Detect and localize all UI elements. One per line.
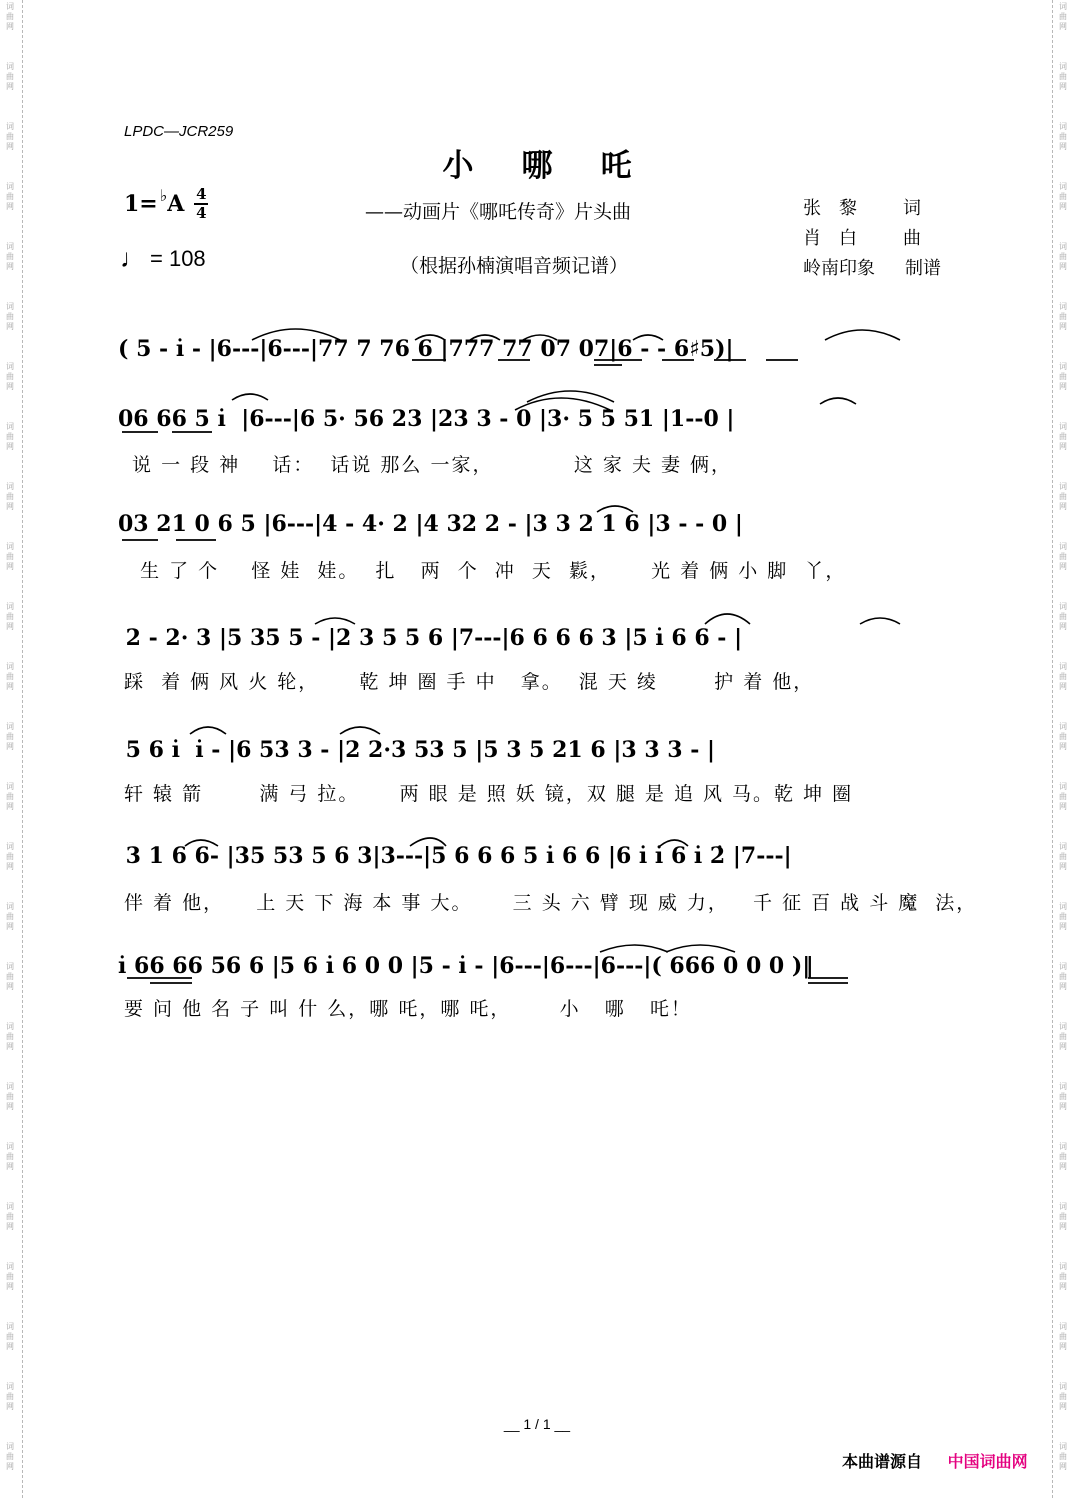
- watermark-text: 词 曲 网: [1059, 2, 1067, 31]
- watermark-text: 词 曲 网: [6, 122, 14, 151]
- lyric-line-6: 要 问 他 名 子 叫 什 么，哪 吒，哪 吒， 小 哪 吒！: [124, 998, 692, 1020]
- credit-name: 张 黎: [803, 198, 857, 219]
- time-signature-top: 4: [196, 185, 207, 203]
- watermark-text: 词 曲 网: [6, 842, 14, 871]
- watermark-text: 词 曲 网: [1059, 602, 1067, 631]
- lyric-line-3: 踩 着 俩 风 火 轮， 乾 坤 圈 手 中 拿。 混 天 绫 护 着 他，: [124, 671, 815, 693]
- tie-arc: [666, 945, 735, 952]
- watermark-text: 词 曲 网: [6, 2, 14, 31]
- slur-arc: [820, 398, 856, 404]
- notation-line-3: 03 21 0 6 5 |6---|4 - 4· 2 |4 32 2 - |3 3 2 1 6 |3 - - 0 |: [118, 511, 743, 537]
- quarter-note-icon: ♩: [120, 243, 146, 273]
- watermark-text: 词 曲 网: [6, 542, 14, 571]
- credits: [803, 194, 941, 284]
- notation-line-2: 06 66 5 i̇ |6---|6 5· 56 23 |23 3 - 0 |3· 5 5 51 |1--0 |: [118, 406, 735, 432]
- lyric-line-2: 生 了 个 怪 娃 娃。 扎 两 个 冲 天 鬏， 光 着 俩 小 脚 丫，: [124, 560, 847, 582]
- watermark-text: 词 曲 网: [6, 1082, 14, 1111]
- watermark-text: 词 曲 网: [1059, 902, 1067, 931]
- watermark-text: 词 曲 网: [1059, 362, 1067, 391]
- document-code: LPDC—JCR259: [124, 123, 234, 140]
- time-signature: [194, 187, 208, 221]
- slur-arc: [825, 330, 900, 340]
- watermark-text: 词 曲 网: [6, 1382, 14, 1411]
- watermark-text: 词 曲 网: [1059, 1022, 1067, 1051]
- flat-icon: ♭: [159, 185, 168, 205]
- watermark-text: 词 曲 网: [6, 662, 14, 691]
- key-prefix: 1=: [124, 191, 158, 217]
- lyric-line-4: 轩 辕 箭 满 弓 拉。 两 眼 是 照 妖 镜，双 腿 是 追 风 马。乾 坤 圈: [124, 783, 854, 805]
- watermark-text: 词 曲 网: [1059, 242, 1067, 271]
- watermark-text: 词 曲 网: [6, 782, 14, 811]
- watermark-text: 词 曲 网: [6, 902, 14, 931]
- watermark-text: 词 曲 网: [1059, 1082, 1067, 1111]
- right-dashed-border: [1052, 0, 1053, 1498]
- credit-role: 词: [903, 198, 921, 219]
- tempo-marking: [120, 243, 206, 274]
- watermark-text: 词 曲 网: [1059, 1382, 1067, 1411]
- watermark-text: 词 曲 网: [6, 1022, 14, 1051]
- left-dashed-border: [22, 0, 23, 1498]
- notation-line-1: ( 5 - i̇ - |6---|6---|77 7 76 6 |777 77 07 07|6 - - 6♯5)|: [118, 336, 734, 362]
- watermark-text: 词 曲 网: [1059, 1202, 1067, 1231]
- slur-arc: [527, 391, 614, 402]
- tie-arc: [600, 945, 668, 952]
- watermark-text: 词 曲 网: [1059, 1442, 1067, 1471]
- credit-composer: [803, 224, 941, 254]
- slur-arc: [232, 394, 268, 400]
- credit-role: 曲: [903, 228, 921, 249]
- credit-name: 岭南印象: [803, 258, 875, 279]
- watermark-text: 词 曲 网: [1059, 482, 1067, 511]
- watermark-text: 词 曲 网: [6, 182, 14, 211]
- slur-arc: [315, 618, 355, 624]
- key-letter: A: [167, 191, 185, 217]
- song-title: 小哪吒: [442, 148, 680, 184]
- notation-line-6: 3 1 6 6- |35 53 5 6 3|3---|5 6 6 6 5 i̇ 6 6 |6 i̇ i̇ 6 i̇ 2̇ |7---|: [118, 843, 792, 869]
- slur-arc: [705, 614, 750, 624]
- watermark-text: 词 曲 网: [6, 1262, 14, 1291]
- watermark-text: 词 曲 网: [6, 962, 14, 991]
- slur-arc: [340, 727, 380, 734]
- tempo-value: = 108: [150, 245, 206, 271]
- watermark-text: 词 曲 网: [1059, 842, 1067, 871]
- notation-line-7: i̇ 66 66 56 6 |5 6 i̇ 6 0 0 |5 - i̇ - |6---|6---|6---|( 666 0 0 0 )‖: [118, 953, 814, 979]
- lyric-line-5: 伴 着 他， 上 天 下 海 本 事 大。 三 头 六 臂 现 威 力， 千 征 百 战 斗 魔 法，: [124, 892, 978, 914]
- watermark-text: 词 曲 网: [1059, 1322, 1067, 1351]
- slur-arc: [190, 727, 226, 734]
- time-signature-bottom: 4: [196, 204, 207, 222]
- song-subtitle: ——动画片《哪吒传奇》片头曲: [365, 201, 632, 223]
- source-credit: [842, 1449, 1028, 1472]
- key-signature: [124, 187, 208, 221]
- source-site-link[interactable]: 中国词曲网: [947, 1452, 1028, 1471]
- watermark-text: 词 曲 网: [1059, 62, 1067, 91]
- watermark-text: 词 曲 网: [6, 422, 14, 451]
- credit-role: 制谱: [905, 258, 941, 279]
- notation-line-4: 2 - 2· 3 |5 35 5 - |2 3 5 5 6 |7---|6 6 6 6 3 |5 i̇ 6 6 - |: [118, 625, 743, 651]
- watermark-text: 词 曲 网: [6, 362, 14, 391]
- slur-arc: [860, 618, 900, 624]
- credit-arranger: [803, 254, 941, 284]
- watermark-text: 词 曲 网: [1059, 422, 1067, 451]
- watermark-text: 词 曲 网: [1059, 542, 1067, 571]
- watermark-text: 词 曲 网: [1059, 722, 1067, 751]
- watermark-text: 词 曲 网: [1059, 182, 1067, 211]
- watermark-text: 词 曲 网: [6, 1322, 14, 1351]
- watermark-text: 词 曲 网: [6, 1142, 14, 1171]
- watermark-text: 词 曲 网: [1059, 1142, 1067, 1171]
- watermark-text: 词 曲 网: [1059, 962, 1067, 991]
- watermark-text: 词 曲 网: [1059, 122, 1067, 151]
- notation-line-5: 5 6 i̇ i̇ - |6 53 3 - |2 2·3 53 5 |5 3 5 21 6 |3 3 3 - |: [118, 737, 716, 763]
- watermark-text: 词 曲 网: [6, 722, 14, 751]
- source-label: 本曲谱源自: [842, 1452, 923, 1471]
- watermark-text: 词 曲 网: [6, 1442, 14, 1471]
- watermark-text: 词 曲 网: [6, 1202, 14, 1231]
- watermark-text: 词 曲 网: [6, 242, 14, 271]
- credit-name: 肖 白: [803, 228, 857, 249]
- watermark-text: 词 曲 网: [1059, 662, 1067, 691]
- watermark-text: 词 曲 网: [6, 602, 14, 631]
- watermark-text: 词 曲 网: [1059, 1262, 1067, 1291]
- watermark-text: 词 曲 网: [1059, 782, 1067, 811]
- page-number: __ 1 / 1 __: [503, 1416, 571, 1432]
- watermark-text: 词 曲 网: [6, 302, 14, 331]
- watermark-text: 词 曲 网: [6, 482, 14, 511]
- watermark-text: 词 曲 网: [6, 62, 14, 91]
- transcription-note: （根据孙楠演唱音频记谱）: [400, 255, 629, 277]
- watermark-text: 词 曲 网: [1059, 302, 1067, 331]
- credit-lyricist: [803, 194, 941, 224]
- lyric-line-1: 说 一 段 神 话： 话说 那么 一家， 这 家 夫 妻 俩，: [124, 454, 733, 476]
